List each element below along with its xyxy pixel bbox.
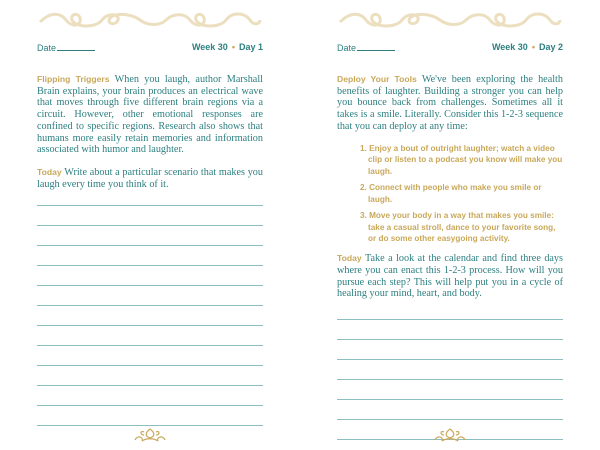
- writing-lines: [37, 186, 263, 426]
- section-paragraph: Flipping Triggers When you laugh, author Marshall Brain explains, your brain produces an electrical wave that moves through five different brain regions via a circuit. However, other emotional responses are confined to specific regions. Research also shows that humans more easily retain memories and information associated with humor and laughter.: [37, 74, 263, 156]
- date-field: Date: [337, 42, 395, 53]
- page-header: [37, 42, 263, 56]
- writing-line[interactable]: [37, 246, 263, 266]
- writing-line[interactable]: [337, 360, 563, 380]
- step-item: 3. Move your body in a way that makes you smile: take a casual stroll, dance to your favorite song, or do some other easygoing activity.: [360, 211, 556, 244]
- week-day-label: Week 30 • Day 2: [491, 42, 563, 52]
- writing-line[interactable]: [37, 406, 263, 426]
- writing-line[interactable]: [337, 340, 563, 360]
- writing-line[interactable]: [37, 386, 263, 406]
- writing-line[interactable]: [37, 326, 263, 346]
- writing-lines: [337, 300, 563, 440]
- writing-line[interactable]: [337, 300, 563, 320]
- writing-line[interactable]: [37, 266, 263, 286]
- page-content: [337, 42, 563, 440]
- flourish-ornament-icon: [432, 426, 468, 444]
- writing-line[interactable]: [337, 320, 563, 340]
- writing-line[interactable]: [37, 206, 263, 226]
- page-content: [37, 42, 263, 426]
- writing-line[interactable]: [37, 286, 263, 306]
- week-day-label: Week 30 • Day 1: [191, 42, 263, 52]
- step-item: 1. Enjoy a bout of outright laughter; watch a video clip or listen to a podcast you know will make you laugh.: [360, 143, 563, 176]
- flourish-ornament-icon: [132, 426, 168, 444]
- steps-list: [337, 143, 563, 246]
- writing-line[interactable]: [37, 366, 263, 386]
- writing-line[interactable]: [37, 306, 263, 326]
- scroll-ornament-icon: [36, 10, 264, 30]
- section-paragraph: Deploy Your Tools We've been exploring the health benefits of laughter. Building a stronger you can help you bounce back from challenges. Sometimes all it takes is a smile. Literally. Consider this 1-2-3 sequence that you can deploy at any time:: [337, 74, 563, 132]
- date-field: Date: [37, 42, 95, 53]
- step-item: 2. Connect with people who make you smile or laugh.: [360, 183, 542, 204]
- writing-line[interactable]: [37, 346, 263, 366]
- today-prompt: Today Take a look at the calendar and find three days where you can enact this 1-2-3 process. How will you pursue each step? This will help put you in a cycle of healing your mind, heart, and body.: [337, 253, 563, 300]
- writing-line[interactable]: [37, 226, 263, 246]
- writing-line[interactable]: [337, 400, 563, 420]
- today-prompt: Today Write about a particular scenario that makes you laugh every time you think of it.: [37, 166, 263, 190]
- page-header: [337, 42, 563, 56]
- right-page: [300, 0, 600, 450]
- scroll-ornament-icon: [336, 10, 564, 30]
- writing-line[interactable]: [337, 380, 563, 400]
